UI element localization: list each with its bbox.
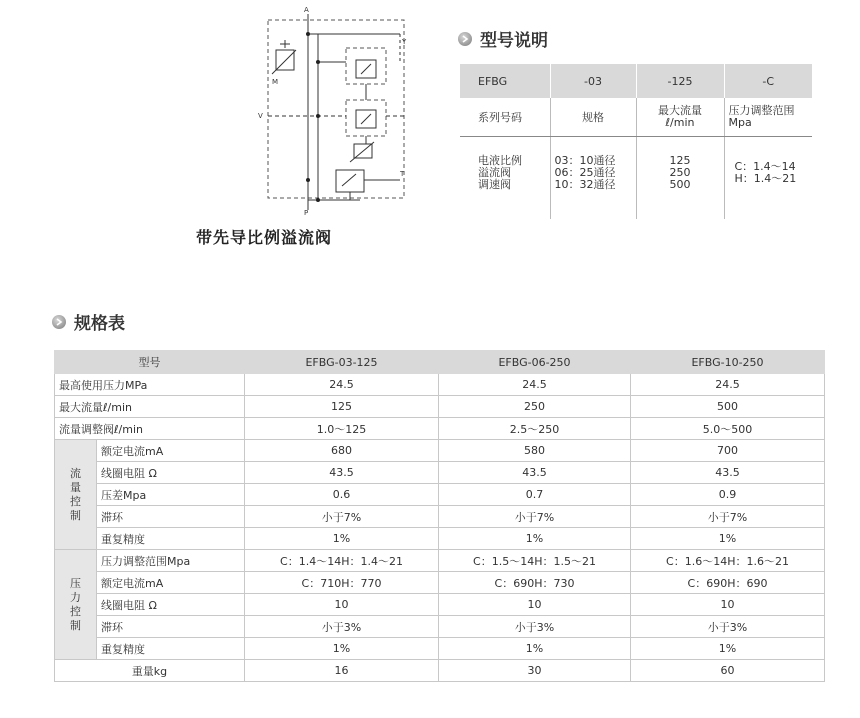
spec-cell: 43.5 [245, 462, 439, 484]
pressure-option: H：1.4～21 [734, 172, 797, 185]
spec-cell: 1% [245, 528, 439, 550]
spec-row-label: 滞环 [97, 616, 245, 638]
spec-cell: 2.5～250 [439, 418, 631, 440]
flow-control-group-label: 流量控制 [55, 440, 97, 550]
spec-cell: 0.7 [439, 484, 631, 506]
spec-cell: 125 [245, 396, 439, 418]
spec-row-label: 重复精度 [97, 528, 245, 550]
spec-cell: 24.5 [245, 374, 439, 396]
chevron-bullet-icon [52, 315, 66, 329]
spec-header-col: EFBG-03-125 [245, 351, 439, 374]
spec-cell: 43.5 [631, 462, 825, 484]
spec-cell: C：1.5～14H：1.5～21 [439, 550, 631, 572]
spec-header-model: 型号 [55, 351, 245, 374]
spec-table [54, 350, 825, 682]
flow-option: 250 [669, 166, 691, 179]
spec-cell: 16 [245, 660, 439, 682]
series-name: 溢流阀 [478, 166, 511, 179]
spec-row-label: 压差Mpa [97, 484, 245, 506]
spec-row-label: 压力调整范围Mpa [97, 550, 245, 572]
spec-cell: 小于7% [631, 506, 825, 528]
spec-row [55, 396, 825, 418]
spec-cell: C：1.4～14H：1.4～21 [245, 550, 439, 572]
spec-cell: C：690H：690 [631, 572, 825, 594]
spec-row [55, 594, 825, 616]
spec-row-label: 线圈电阻 Ω [97, 462, 245, 484]
model-code-flow: -125 [636, 64, 724, 98]
pressure-range-label [724, 98, 812, 137]
valve-schematic [250, 4, 430, 216]
spec-row-label: 重复精度 [97, 638, 245, 660]
max-flow-label [636, 98, 724, 137]
spec-cell: 10 [439, 594, 631, 616]
series-number-label: 系列号码 [460, 98, 550, 137]
series-names [460, 137, 550, 220]
spec-row [55, 528, 825, 550]
spec-cell: 1% [439, 638, 631, 660]
flow-options [636, 137, 724, 220]
spec-row-label: 滞环 [97, 506, 245, 528]
flow-option: 125 [669, 154, 691, 167]
size-option: 03：10通径 [554, 154, 616, 167]
diagram-caption: 带先导比例溢流阀 [196, 228, 333, 247]
spec-cell: 700 [631, 440, 825, 462]
pressure-option: C：1.4～14 [734, 160, 796, 173]
max-flow-label-line1: 最大流量 [658, 104, 702, 117]
spec-cell: 43.5 [439, 462, 631, 484]
spec-cell: 30 [439, 660, 631, 682]
spec-row [55, 616, 825, 638]
spec-row-label: 重量kg [55, 660, 245, 682]
spec-row-label: 额定电流mA [97, 572, 245, 594]
model-value-row [460, 137, 812, 220]
model-code-pressure: -C [724, 64, 812, 98]
port-label-t: T [400, 170, 405, 178]
spec-cell: 小于3% [439, 616, 631, 638]
spec-row [55, 374, 825, 396]
spec-row-label: 额定电流mA [97, 440, 245, 462]
spec-row [55, 572, 825, 594]
spec-cell: 24.5 [439, 374, 631, 396]
pressure-control-group-label: 压力控制 [55, 550, 97, 660]
spec-row [55, 418, 825, 440]
spec-row [55, 440, 825, 462]
size-label: 规格 [550, 98, 636, 137]
spec-cell: C：710H：770 [245, 572, 439, 594]
spec-header-row [55, 351, 825, 374]
spec-section-heading [52, 309, 125, 334]
spec-cell: 10 [245, 594, 439, 616]
spec-header-col: EFBG-06-250 [439, 351, 631, 374]
model-code-header-row [460, 64, 812, 98]
spec-cell: 0.9 [631, 484, 825, 506]
spec-row [55, 462, 825, 484]
spec-cell: 500 [631, 396, 825, 418]
spec-section-title: 规格表 [74, 314, 125, 334]
size-options [550, 137, 636, 220]
spec-cell: 680 [245, 440, 439, 462]
port-label-p: P [304, 209, 309, 216]
model-section-heading [458, 26, 548, 51]
spec-cell: 250 [439, 396, 631, 418]
pressure-range-label-line2: Mpa [728, 116, 752, 129]
spec-cell: 1.0～125 [245, 418, 439, 440]
spec-weight-row [55, 660, 825, 682]
spec-cell: 1% [631, 528, 825, 550]
spec-cell: 0.6 [245, 484, 439, 506]
spec-row-label: 最高使用压力MPa [55, 374, 245, 396]
model-code-size: -03 [550, 64, 636, 98]
spec-cell: 1% [245, 638, 439, 660]
model-desc-row [460, 98, 812, 137]
model-section-title: 型号说明 [480, 31, 548, 51]
series-name: 电液比例 [478, 154, 522, 167]
model-code-table [460, 64, 812, 219]
spec-cell: 小于7% [439, 506, 631, 528]
spec-cell: 小于7% [245, 506, 439, 528]
pressure-range-label-line1: 压力调整范围 [728, 104, 795, 117]
spec-cell: 24.5 [631, 374, 825, 396]
port-label-v: V [258, 112, 263, 120]
port-label-y: Y [402, 38, 407, 46]
max-flow-label-line2: ℓ/min [665, 116, 695, 129]
port-label-m: M [272, 78, 279, 86]
flow-option: 500 [669, 178, 691, 191]
spec-row [55, 550, 825, 572]
model-code-series: EFBG [460, 64, 550, 98]
spec-cell: C：1.6～14H：1.6～21 [631, 550, 825, 572]
spec-cell: 5.0～500 [631, 418, 825, 440]
spec-cell: C：690H：730 [439, 572, 631, 594]
size-option: 10：32通径 [554, 178, 616, 191]
size-option: 06：25通径 [554, 166, 616, 179]
spec-row-label: 流量调整阀ℓ/min [55, 418, 245, 440]
spec-header-col: EFBG-10-250 [631, 351, 825, 374]
spec-row-label: 最大流量ℓ/min [55, 396, 245, 418]
spec-row-label: 线圈电阻 Ω [97, 594, 245, 616]
spec-cell: 小于3% [245, 616, 439, 638]
spec-cell: 60 [631, 660, 825, 682]
spec-cell: 小于3% [631, 616, 825, 638]
spec-cell: 10 [631, 594, 825, 616]
pressure-options [724, 137, 812, 220]
port-label-a: A [304, 6, 309, 14]
chevron-bullet-icon [458, 32, 472, 46]
spec-cell: 1% [439, 528, 631, 550]
spec-cell: 580 [439, 440, 631, 462]
spec-row [55, 484, 825, 506]
spec-row [55, 638, 825, 660]
spec-row [55, 506, 825, 528]
series-name: 调速阀 [478, 178, 511, 191]
spec-cell: 1% [631, 638, 825, 660]
